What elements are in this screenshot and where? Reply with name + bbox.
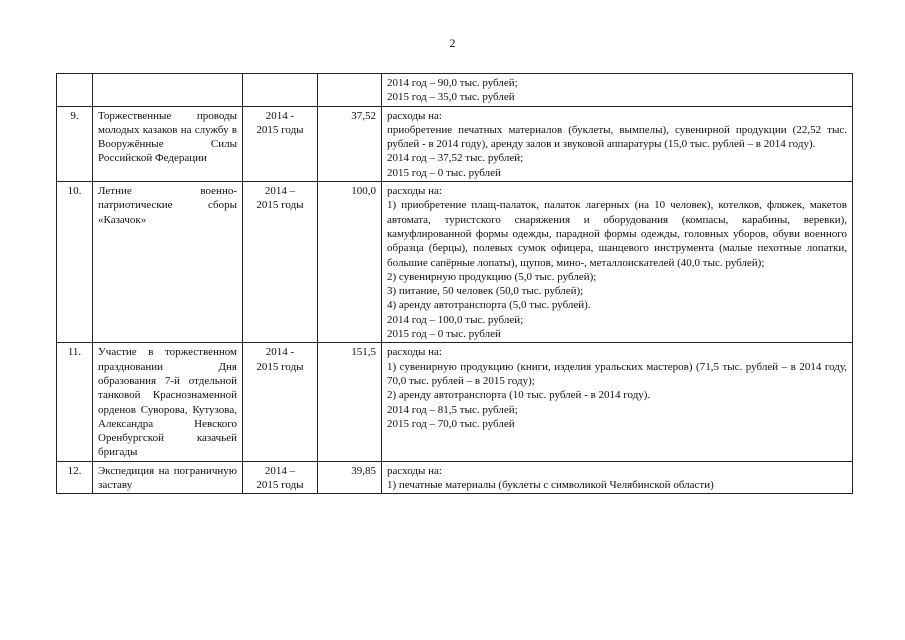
period-start: 2014 - bbox=[265, 346, 295, 359]
period-start: 2014 – bbox=[264, 185, 296, 198]
table-row bbox=[57, 106, 853, 181]
description-line: расходы на: bbox=[387, 346, 442, 359]
period-start: 2014 – bbox=[264, 464, 296, 477]
event-period bbox=[243, 74, 318, 107]
expense-description bbox=[382, 182, 853, 343]
event-sum bbox=[318, 74, 382, 107]
period-end: 2015 годы bbox=[256, 199, 304, 212]
expense-description bbox=[382, 106, 853, 181]
description-line: 1) сувенирную продукцию (книги, изделия уральских мастеров) (71,5 тыс. рублей – в 2014 году, 70,0 тыс. рублей – в 2015 году); bbox=[387, 360, 847, 387]
event-sum: 39,85 bbox=[318, 461, 382, 494]
period-end: 2015 годы bbox=[256, 479, 304, 492]
description-line: 2015 год – 35,0 тыс. рублей bbox=[387, 91, 515, 104]
row-number bbox=[57, 74, 93, 107]
description-line: 2015 год – 0 тыс. рублей bbox=[387, 166, 501, 179]
event-name bbox=[93, 74, 243, 107]
description-line: расходы на: bbox=[387, 464, 442, 477]
event-name: Экспедиция на пограничную заставу bbox=[93, 461, 243, 494]
description-line: приобретение печатных материалов (буклеты, вымпелы), сувенирной продукции (22,52 тыс. рублей - в 2014 году), аренду залов и звуковой аппаратуры (15,0 тыс. рублей – в 2014 году). bbox=[387, 123, 847, 151]
description-line: 2015 год – 70,0 тыс. рублей bbox=[387, 417, 515, 430]
event-period bbox=[243, 182, 318, 343]
description-line: расходы на: bbox=[387, 109, 442, 122]
event-sum: 100,0 bbox=[318, 182, 382, 343]
table-row bbox=[57, 182, 853, 343]
description-line: 2014 год – 81,5 тыс. рублей; bbox=[387, 403, 518, 416]
event-period bbox=[243, 343, 318, 461]
description-line: расходы на: bbox=[387, 185, 442, 198]
event-sum: 151,5 bbox=[318, 343, 382, 461]
event-name: Торжественные проводы молодых казаков на службу в Вооружённые Силы Российской Федерации bbox=[93, 106, 243, 181]
description-line: 2) сувенирную продукцию (5,0 тыс. рублей); bbox=[387, 270, 597, 283]
row-number: 9. bbox=[57, 106, 93, 181]
period-start: 2014 - bbox=[265, 109, 295, 122]
event-period bbox=[243, 106, 318, 181]
expense-description bbox=[382, 74, 853, 107]
description-line: 2014 год – 37,52 тыс. рублей; bbox=[387, 152, 524, 165]
description-line: 2014 год – 90,0 тыс. рублей; bbox=[387, 77, 518, 89]
period-end: 2015 годы bbox=[256, 123, 304, 136]
expense-description bbox=[382, 343, 853, 461]
table-row bbox=[57, 343, 853, 461]
row-number: 11. bbox=[57, 343, 93, 461]
expense-table bbox=[56, 73, 853, 494]
period-end: 2015 годы bbox=[256, 360, 304, 373]
event-sum: 37,52 bbox=[318, 106, 382, 181]
event-period bbox=[243, 461, 318, 494]
table-row bbox=[57, 461, 853, 494]
page-number: 2 bbox=[449, 36, 456, 50]
expense-description bbox=[382, 461, 853, 494]
description-line: 2) аренду автотранспорта (10 тыс. рублей - в 2014 году). bbox=[387, 389, 651, 402]
description-line: 4) аренду автотранспорта (5,0 тыс. рублей). bbox=[387, 299, 591, 312]
description-line: 1) печатные материалы (буклеты с символикой Челябинской области) bbox=[387, 479, 714, 492]
row-number: 12. bbox=[57, 461, 93, 494]
row-number: 10. bbox=[57, 182, 93, 343]
table-row bbox=[57, 74, 853, 107]
event-name: Летние военно-патриотические сборы «Казачок» bbox=[93, 182, 243, 343]
description-line: 1) приобретение плащ-палаток, палаток лагерных (на 10 человек), котелков, фляжек, макетов автомата, туристского снаряжения и оборудования (компасы, карабины, веревки), камуфлированной формы одежды, парадной формы одежды, головных уборов, обуви военного образца (берцы), полевых сумок офицера, шанцевого инструмента (малые пехотные лопатки, большие сапёрные лопаты), щупов, мино-, металлоискателей (40,0 тыс. рублей); bbox=[387, 199, 847, 269]
description-line: 2015 год – 0 тыс. рублей bbox=[387, 328, 501, 341]
description-line: 3) питание, 50 человек (50,0 тыс. рублей); bbox=[387, 285, 584, 298]
event-name: Участие в торжественном праздновании Дня образования 7-й отдельной танковой Краснознаменной орденов Суворова, Кутузова, Александра Невского Оренбургской казачьей бригады bbox=[93, 343, 243, 461]
description-line: 2014 год – 100,0 тыс. рублей; bbox=[387, 313, 524, 326]
